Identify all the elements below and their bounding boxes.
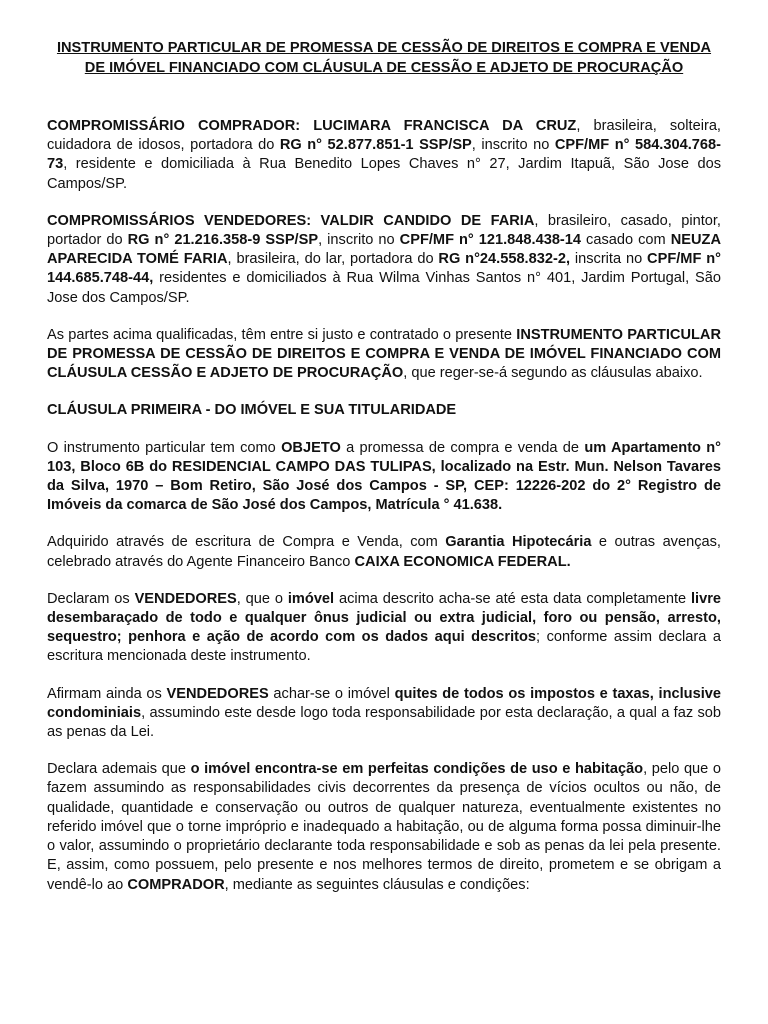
- bank-name: CAIXA ECONOMICA FEDERAL.: [354, 553, 571, 570]
- document-title: [47, 38, 721, 78]
- clause-heading: CLÁUSULA PRIMEIRA - DO IMÓVEL E SUA TITULARIDADE: [47, 402, 457, 419]
- comprador-cpf: CPF/MF n° 584.304.768-73: [47, 137, 721, 173]
- spouse-rg: RG n°24.558.832-2,: [438, 251, 570, 268]
- instrument-name: INSTRUMENTO PARTICULAR DE PROMESSA DE CESSÃO DE DIREITOS E COMPRA E VENDA DE IMÓVEL FINANCIADO COM CLÁUSULA CESSÃO E ADJETO DE PROCURAÇÃO: [47, 326, 722, 382]
- spouse-cpf: CPF/MF n° 144.685.748-44,: [47, 251, 721, 287]
- paragraph-adquirido: Adquirido através de escritura de Compra e Venda, com Garantia Hipotecária e outras avenças, celebrado através do Agente Financeiro Banco CAIXA ECONOMICA FEDERAL.: [47, 534, 721, 570]
- comprador-rg: RG n° 52.877.851-1 SSP/SP: [279, 137, 472, 154]
- vendedor-cpf: CPF/MF n° 121.848.438-14: [399, 232, 582, 249]
- title-line-2: DE IMÓVEL FINANCIADO COM CLÁUSULA DE CESSÃO E ADJETO DE PROCURAÇÃO: [84, 60, 684, 76]
- spouse-name: NEUZA APARECIDA TOMÉ FARIA: [47, 232, 722, 268]
- paragraph-partes: As partes acima qualificadas, têm entre si justo e contratado o presente INSTRUMENTO PARTICULAR DE PROMESSA DE CESSÃO DE DIREITOS E COMPRA E VENDA DE IMÓVEL FINANCIADO COM CLÁUSULA CESSÃO E ADJETO DE PROCURAÇÃO, que reger-se-á segundo as cláusulas abaixo.: [47, 326, 722, 382]
- paragraph-declara: Declara ademais que o imóvel encontra-se em perfeitas condições de uso e habitação, pelo que o fazem assumindo as responsabilidades civis decorrentes da presença de vícios ocultos ou não, de qualidade, quantidade e conservação ou outros de qualquer natureza, eventualmente existentes no referido imóvel que o torne impróprio e inadequado a habitação, ou de alguma forma possa diminuir-lhe o valor, assumindo o proprietário declarante toda responsabilidade e sob as penas da lei pela presente. E, assim, como possuem, pelo presente e nos melhores termos de direito, prometem e se obrigam a vendê-lo ao COMPRADOR, mediante as seguintes cláusulas e condições:: [47, 761, 721, 893]
- vendedor-rg: RG n° 21.216.358-9 SSP/SP: [127, 232, 319, 249]
- paragraph-comprador: COMPROMISSÁRIO COMPRADOR: LUCIMARA FRANCISCA DA CRUZ, brasileira, solteira, cuidadora de idosos, portadora do RG n° 52.877.851-1 SSP/SP, inscrito no CPF/MF n° 584.304.768-73, residente e domiciliada à Rua Benedito Lopes Chaves n° 27, Jardim Itapuã, São Jose dos Campos/SP.: [47, 118, 721, 192]
- property-description: um Apartamento n° 103, Bloco 6B do RESIDENCIAL CAMPO DAS TULIPAS, localizado na Estr. Mun. Nelson Tavares da Silva, 1970 – Bom Retiro, São José dos Campos - SP, CEP: 12226-202 do 2° Registro de Imóveis da comarca de São José dos Campos, Matrícula ° 41.638.: [47, 439, 722, 514]
- paragraph-objeto: O instrumento particular tem como OBJETO a promessa de compra e venda de um Apartamento n° 103, Bloco 6B do RESIDENCIAL CAMPO DAS TULIPAS, localizado na Estr. Mun. Nelson Tavares da Silva, 1970 – Bom Retiro, São José dos Campos - SP, CEP: 12226-202 do 2° Registro de Imóveis da comarca de São José dos Campos, Matrícula ° 41.638.: [47, 439, 722, 514]
- paragraph-afirmam: Afirmam ainda os VENDEDORES achar-se o imóvel quites de todos os impostos e taxas, inclusive condominiais, assumindo este desde logo toda responsabilidade por esta declaração, a qual a faz sob as penas da Lei.: [47, 685, 721, 741]
- paragraph-vendedores: COMPROMISSÁRIOS VENDEDORES: VALDIR CANDIDO DE FARIA, brasileiro, casado, pintor, portador do RG n° 21.216.358-9 SSP/SP, inscrito no CPF/MF n° 121.848.438-14 casado com NEUZA APARECIDA TOMÉ FARIA, brasileira, do lar, portadora do RG n°24.558.832-2, inscrita no CPF/MF n° 144.685.748-44, residentes e domiciliados à Rua Wilma Vinhas Santos n° 401, Jardim Portugal, São Jose dos Campos/SP.: [47, 212, 722, 306]
- paragraph-declaram: Declaram os VENDEDORES, que o imóvel acima descrito acha-se até esta data completamente livre desembaraçado de todo e qualquer ônus judicial ou extra judicial, foro ou pensão, arresto, sequestro; penhora e ação de acordo com os dados aqui descritos; conforme assim declara a escritura mencionada deste instrumento.: [47, 590, 722, 665]
- vendedores-label: COMPROMISSÁRIOS VENDEDORES: VALDIR CANDIDO DE FARIA: [47, 212, 535, 229]
- title-line-1: INSTRUMENTO PARTICULAR DE PROMESSA DE CESSÃO DE DIREITOS E COMPRA E VENDA: [56, 40, 712, 56]
- comprador-label: COMPROMISSÁRIO COMPRADOR: LUCIMARA FRANCISCA DA CRUZ: [47, 118, 577, 134]
